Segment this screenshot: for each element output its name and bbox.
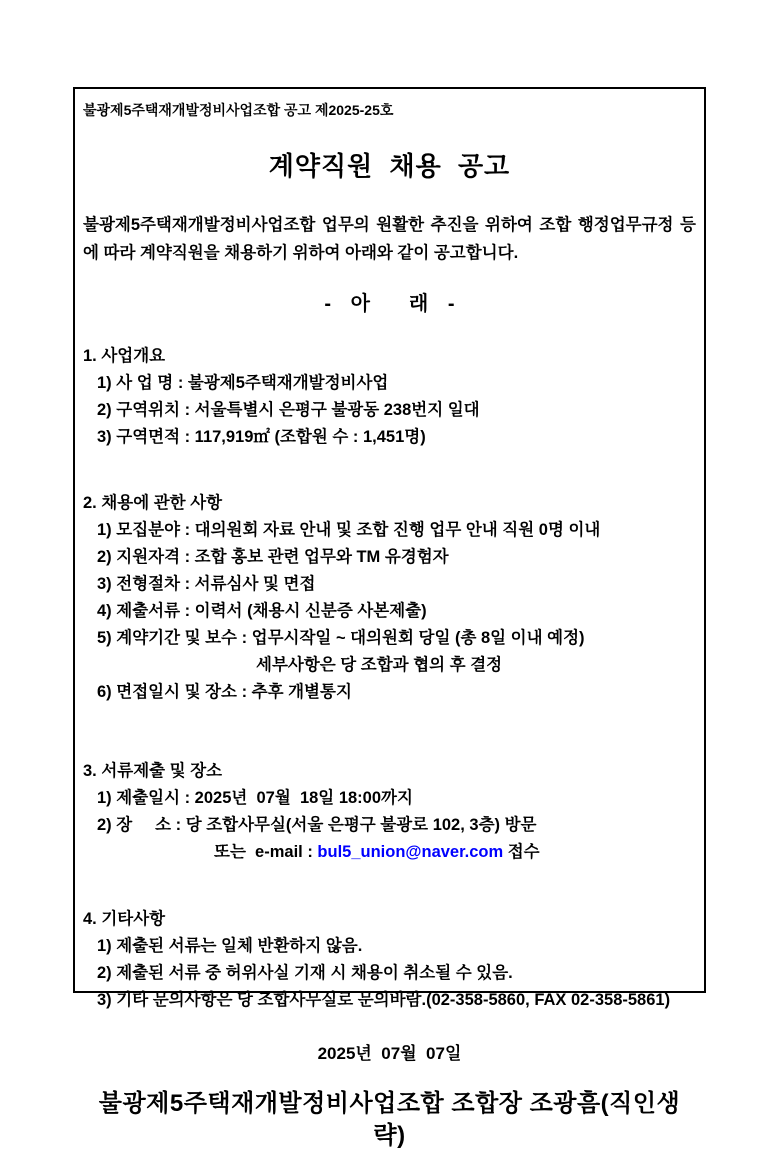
email-line [214,839,696,866]
email-link[interactable]: bul5_union@naver.com [317,843,504,861]
list-item: 5) 계약기간 및 보수 : 업무시작일 ~ 대의원회 당일 (총 8일 이내 예정) [97,629,585,647]
section-submission [83,758,696,866]
list-item: 3) 구역면적 : 117,919㎡ (조합원 수 : 1,451명) [97,428,426,446]
document-date: 2025년 07월 07일 [317,1044,462,1063]
document-title: 계약직원 채용 공고 [268,151,511,181]
section-heading: 3. 서류제출 및 장소 [83,762,223,780]
section-hiring-details [83,490,696,706]
section-heading: 1. 사업개요 [83,347,166,365]
email-line-prefix: 또는 e-mail : [214,843,318,861]
signature-line: 불광제5주택재개발정비사업조합 조합장 조광흠(직인생략) [98,1090,681,1149]
list-item: 4) 제출서류 : 이력서 (채용시 신분증 사본제출) [97,602,427,620]
email-line-suffix: 접수 [503,843,540,861]
list-item-continuation: 세부사항은 당 조합과 협의 후 결정 [256,656,503,674]
list-item: 3) 기타 문의사항은 당 조합사무실로 문의바람.(02-358-5860, FAX 02-358-5861) [97,991,671,1009]
intro-line-1: 불광제5주택재개발정비사업조합 업무의 원활한 추진을 위하여 조합 행정업무규정 등 [83,216,696,234]
list-item: 1) 사 업 명 : 불광제5주택재개발정비사업 [97,374,389,392]
section-misc [83,906,696,1014]
list-item: 2) 지원자격 : 조합 홍보 관련 업무와 TM 유경험자 [97,548,449,566]
list-item: 1) 제출된 서류는 일체 반환하지 않음. [97,937,363,955]
section-heading: 4. 기타사항 [83,910,166,928]
document-border-box [73,87,706,1149]
below-divider: - 아 래 - [324,293,455,315]
list-item: 1) 모집분야 : 대의원회 자료 안내 및 조합 진행 업무 안내 직원 0명 이내 [97,521,601,539]
section-heading: 2. 채용에 관한 사항 [83,494,223,512]
list-item: 2) 제출된 서류 중 허위사실 기재 시 채용이 취소될 수 있음. [97,964,513,982]
list-item: 6) 면접일시 및 장소 : 추후 개별통지 [97,683,352,701]
intro-line-2: 에 따라 계약직원을 채용하기 위하여 아래와 같이 공고합니다. [83,244,519,262]
list-item: 3) 전형절차 : 서류심사 및 면접 [97,575,316,593]
section-project-overview [83,343,696,451]
list-item: 1) 제출일시 : 2025년 07월 18일 18:00까지 [97,789,413,807]
intro-paragraph [83,211,696,267]
document-number: 불광제5주택재개발정비사업조합 공고 제2025-25호 [83,102,394,118]
list-item: 2) 장 소 : 당 조합사무실(서울 은평구 불광로 102, 3층) 방문 [97,816,537,834]
list-item: 2) 구역위치 : 서울특별시 은평구 불광동 238번지 일대 [97,401,480,419]
